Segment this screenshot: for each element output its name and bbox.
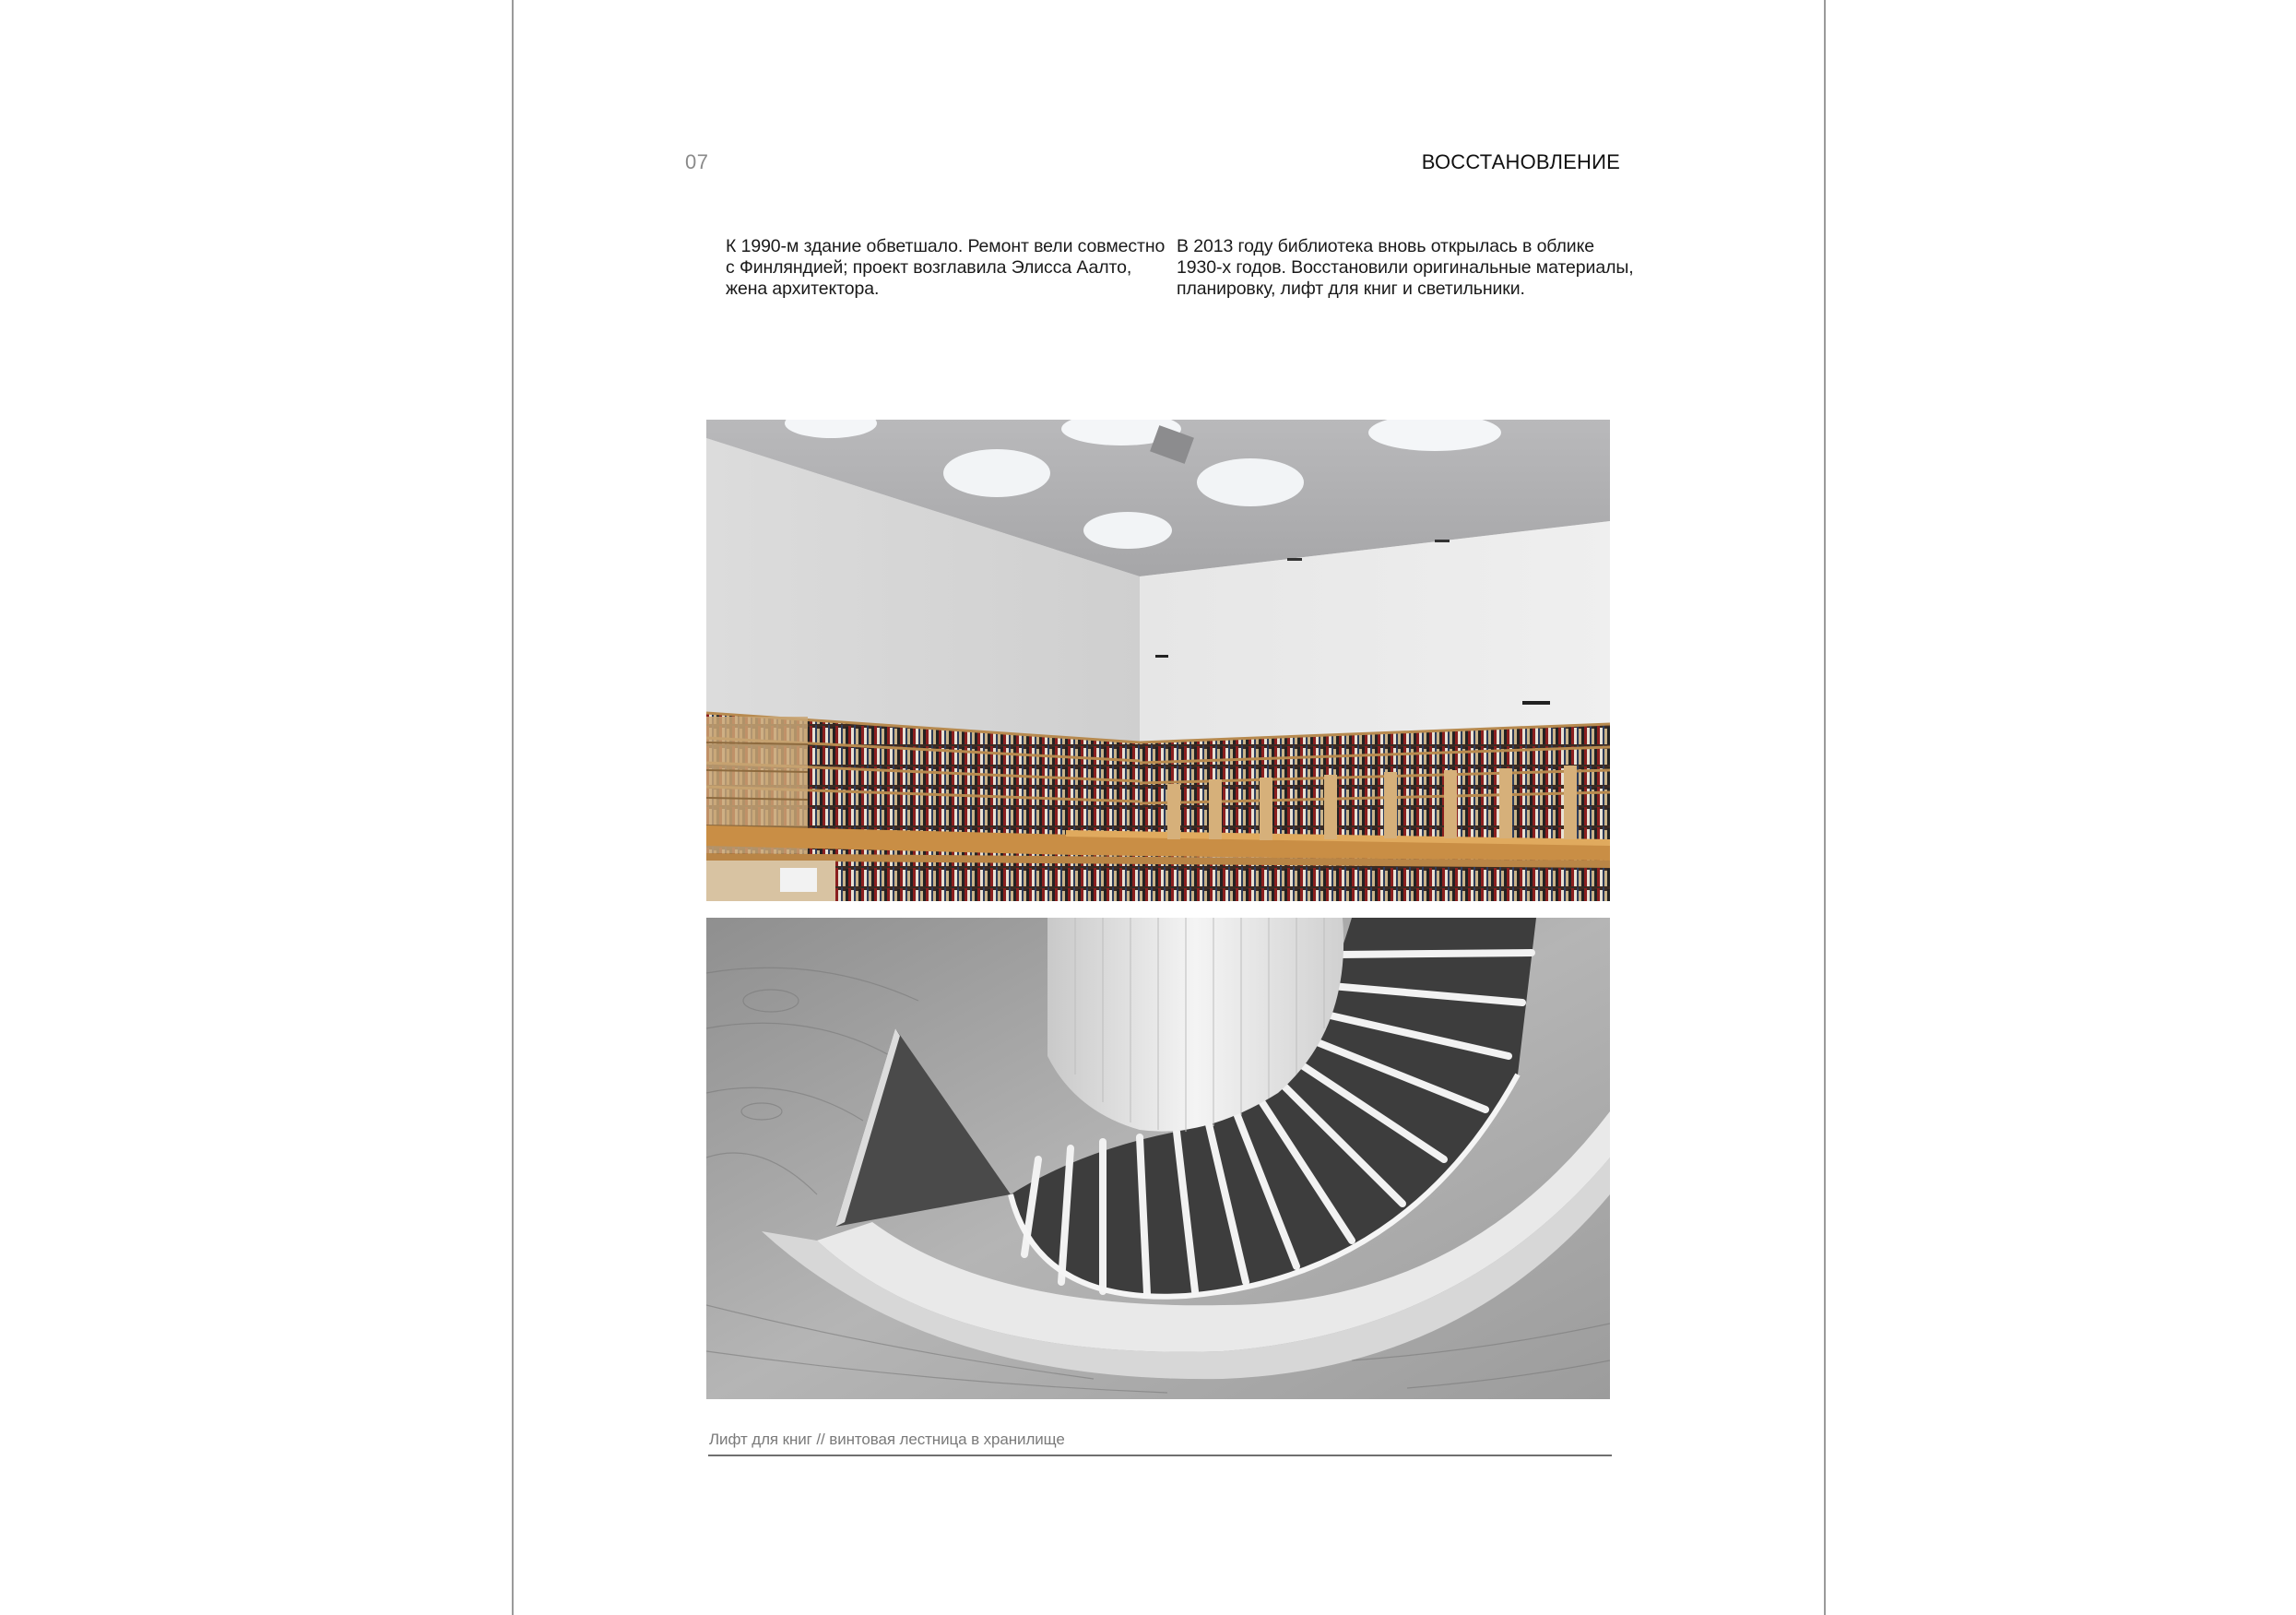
text-column-right: В 2013 году библиотека вновь открылась в облике 1930-х годов. Восстановили оригинальные материалы, планировку, лифт для книг и светильники. xyxy=(1177,236,1634,299)
page-border-left xyxy=(512,0,514,1615)
page-number: 07 xyxy=(685,150,709,173)
spiral-staircase-photo xyxy=(706,918,1610,1399)
caption-divider xyxy=(708,1455,1612,1456)
library-interior-photo xyxy=(706,420,1610,901)
library-interior-illustration xyxy=(706,420,1610,901)
page-border-right xyxy=(1824,0,1826,1615)
figure-caption: Лифт для книг // винтовая лестница в хранилище xyxy=(709,1431,1065,1448)
text-column-left: К 1990-м здание обветшало. Ремонт вели совместно с Финляндией; проект возглавила Элисса Аалто, жена архитектора. xyxy=(726,236,1166,299)
section-title: ВОССТАНОВЛЕНИЕ xyxy=(1421,150,1620,173)
spiral-staircase-illustration xyxy=(706,918,1610,1399)
